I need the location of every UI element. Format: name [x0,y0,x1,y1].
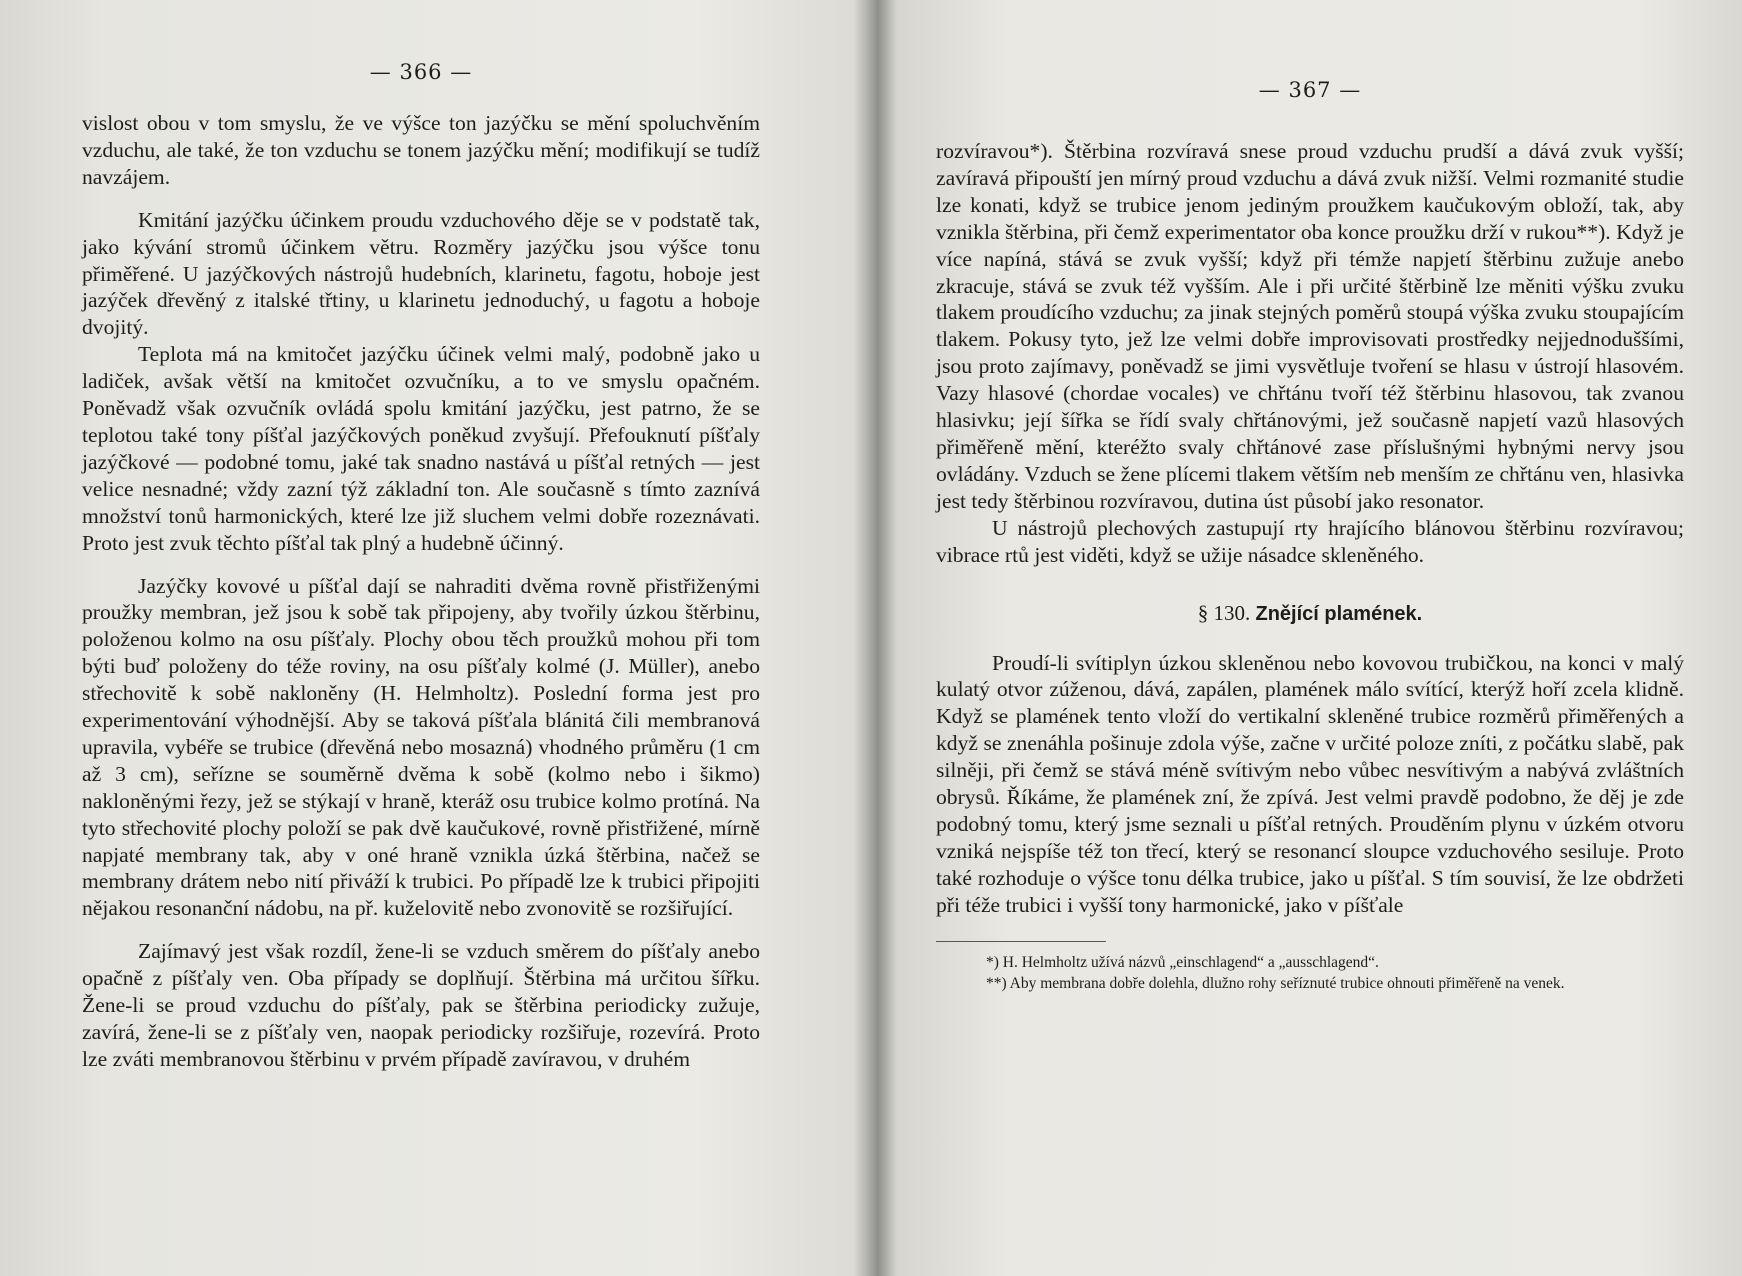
paragraph: Zajímavý jest však rozdíl, žene-li se vzduch směrem do píšťaly anebo opačně z píšťaly ven. Oba případy se doplňují. Štěrbina má určitou šířku. Žene-li se proud vzduchu do píšťaly, pak se štěrbina periodicky zužuje, zavírá, žene-li se z píšťaly ven, naopak periodicky rozšiřuje, rozevírá. Proto lze zváti membranovou štěrbinu v prvém případě zavíravou, v druhém [82,939,760,1071]
section-number: § 130. [1197,600,1251,625]
paragraph: vislost obou v tom smyslu, že ve výšce ton jazýčku se mění spoluchvěním vzduchu, ale také, že ton vzduchu se tonem jazýčku mění; modifikují se tudíž navzájem. [82,111,760,189]
footnote: *) H. Helmholtz užívá názvů „einschlagend“ a „ausschlagend“. [986,953,1379,971]
paragraph: Kmitání jazýčku účinkem proudu vzduchového děje se v podstatě tak, jako kývání stromů účinkem větru. Rozměry jazýčku jsou výšce tonu přiměřené. U jazýčkových nástrojů hudebních, klarinetu, fagotu, hoboje jest jazýček dřevěný z italské třtiny, u klarinetu jednoduchý, u fagotu a hoboje dvojitý. [82,207,760,340]
paragraph: U nástrojů plechových zastupují rty hrajícího blánovou štěrbinu rozvíravou; vibrace rtů jest viděti, když se užije násadce skleněného. [936,515,1684,567]
footnote-divider [936,941,1106,942]
paragraph: Proudí-li svítiplyn úzkou skleněnou nebo kovovou trubičkou, na konci v malý kulatý otvor zúženou, dává, zapálen, plamének málo svítící, kterýž hoří zcela klidně. Když se plamének tento vloží do vertikalní skleněné trubice rozměrů přiměřených a když se znenáhla pošinuje zdola výše, začne v určité poloze zníti, z počátku slabě, pak silněji, při čemž se stává méně svítivým nebo vůbec nesvítivým a nabývá zvláštních obrysů. Říkáme, že plamének zní, že zpívá. Jest velmi pravdě podobno, že děj je zde podobný tomu, který jsme seznali u píšťal retných. Prouděním plynu v úzkém otvoru vzniká nejspíše též ton třecí, který se resonancí sloupce vzduchového sesiluje. Proto také rozhoduje o výšce tonu délka trubice, jako u píšťal. S tím souvisí, že lze obdržeti při téže trubici i vyšší tony harmonické, jako v píšťale [936,650,1684,917]
section-heading [936,601,1684,626]
paragraph: rozvíravou*). Štěrbina rozvíravá snese proud vzduchu prudší a dává zvuk vyšší; zavíravá připouští jen mírný proud vzduchu a dává zvuk nižší. Velmi rozmanité studie lze konati, když se trubice jenom jediným proužkem kaučukovým obloží, tak, aby vznikla štěrbina, při čemž experimentator oba konce proužku drží v rukou**). Když je více napíná, stává se zvuk vyšší; když při témže napjetí štěrbinu zužuje anebo zkracuje, stává se zvuk též vyšším. Ale i při určité štěrbině lze měniti výšku zvuku tlakem proudícího vzduchu; za jinak stejných poměrů stoupá výška zvuku stoupajícím tlakem. Pokusy tyto, jež lze velmi dobře improvisovati prostředky nejjednoduššími, jsou proto zajímavy, poněvadž se jimi vysvětluje tvoření se hlasu v ústrojí hlasovém. Vazy hlasové (chordae vocales) ve chřtánu tvoří též štěrbinu hlasovou, tak zvanou hlasivku; její šířka se řídí svaly chřtánovými, jež současně napjetí vazů hlasových přiměřeně mění, kteréžto svaly chřtánové zase příslušnými hybnými nervy jsou ovládány. Vzduch se žene plícemi tlakem větším neb menším ze chřtánu ven, hlasivka jest tedy štěrbinou rozvíravou, dutina úst působí jako resonator. [936,139,1684,513]
page-number: — 366 — [369,60,473,84]
paragraph: Teplota má na kmitočet jazýčku účinek velmi malý, podobně jako u ladiček, avšak větší na kmitočet ozvučníku, a to ve smyslu opačném. Poněvadž však ozvučník ovládá spolu kmitání jazýčku, jest patrno, že se teplotou také tony píšťal jazýčkových poněkud zvyšují. Přefouknutí píšťaly jazýčkové — podobné tomu, jaké tak snadno nastává u píšťal retných — jest velice nesnadné; vždy zazní týž základní ton. Ale současně s tímto zaznívá množství tonů harmonických, které lze již sluchem velmi dobře rozeznávati. Proto jest zvuk těchto píšťal tak plný a hudebně účinný. [82,342,760,555]
footnotes [936,952,1684,994]
footnote: **) Aby membrana dobře dolehla, dlužno rohy seříznuté trubice ohnouti přiměřeně na venek. [986,974,1565,992]
page-text [82,110,760,1073]
page-text [936,138,1684,919]
left-page [0,0,860,1276]
paragraph: Jazýčky kovové u píšťal dají se nahraditi dvěma rovně přistřiženými proužky membran, jež jsou k sobě tak připojeny, aby tvořily úzkou štěrbinu, položenou kolmo na osu píšťaly. Plochy obou těch proužků mohou při tom býti buď položeny do téže roviny, na osu píšťaly kolmé (J. Müller), anebo střechovitě k sobě nakloněny (H. Helmholtz). Poslední forma jest pro experimentování výhodnější. Aby se taková píšťala blánitá čili membranová upravila, vybéře se trubice (dřevěná nebo mosazná) vhodného průměru (1 cm až 3 cm), seřízne se souměrně dvěma k sobě (kolmo nebo i šikmo) nakloněnými řezy, jež se stýkají v hraně, kteráž osu trubice kolmo protíná. Na tyto střechovité plochy položí se pak dvě kaučukové, rovně přistřižené, mírně napjaté membrany tak, aby v oné hraně vznikla úzká štěrbina, načež se membrany drátem nebo nití přiváží k trubici. Po případě lze k trubici připojiti nějakou resonanční nádobu, na př. kuželovitě nebo zvonovitě se rozšiřující. [82,573,760,921]
section-title: Znějící plamének. [1255,602,1423,625]
right-page [880,0,1742,1276]
page-number: — 367 — [1258,78,1362,102]
